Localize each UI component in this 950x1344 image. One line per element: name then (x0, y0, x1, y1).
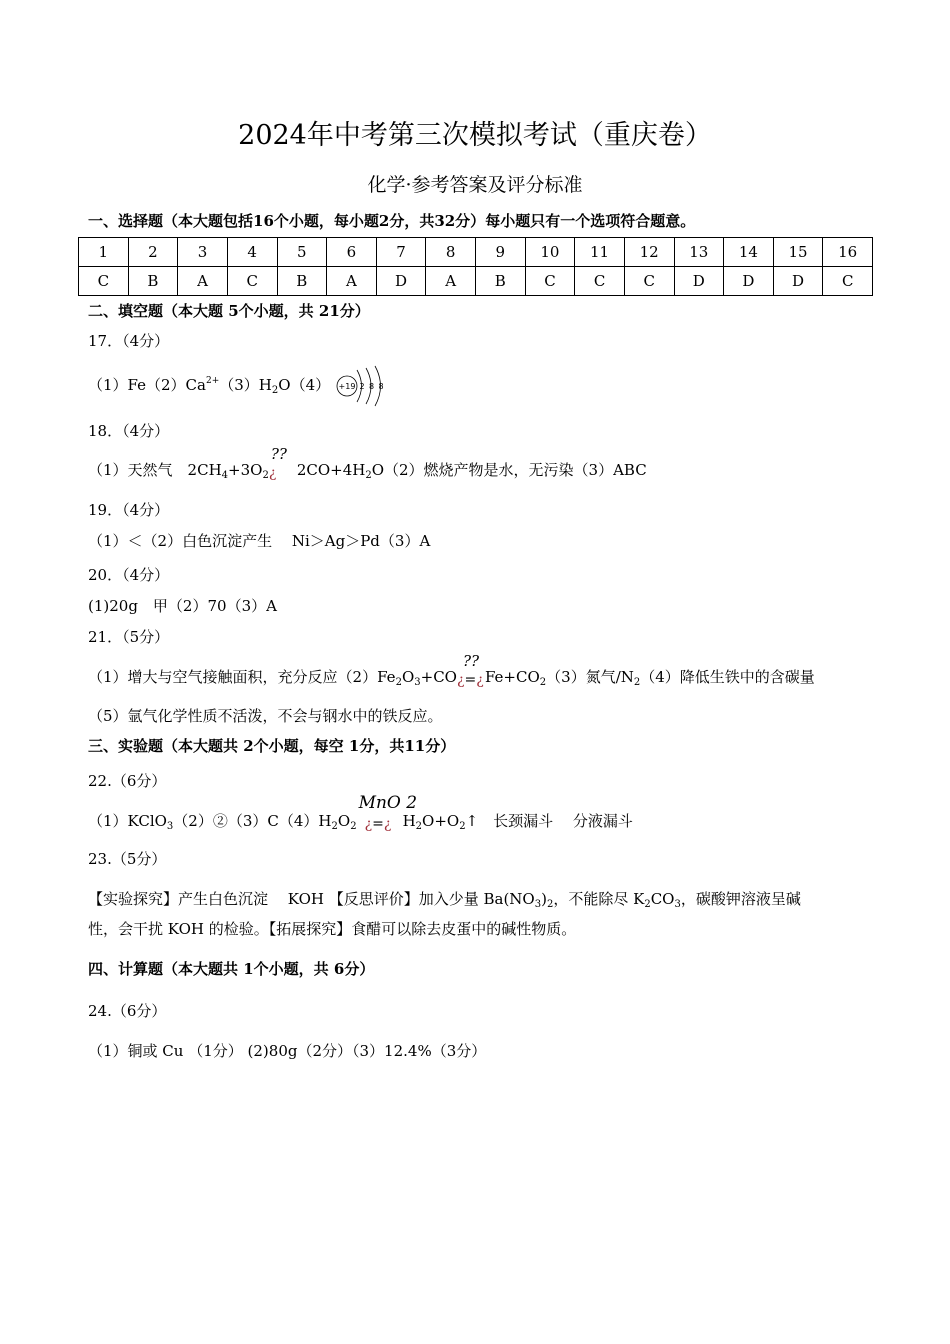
q21-sub-5: 2 (633, 677, 641, 688)
answer-cell: A (327, 267, 377, 296)
question-number-cell: 11 (575, 238, 625, 267)
q22-sub-4: 2 (415, 821, 423, 832)
q22-condition-top: MnO 2 (358, 793, 418, 813)
q24-heading: 24.（6分） (88, 1002, 167, 1020)
answer-cell: A (426, 267, 476, 296)
answer-cell: C (79, 267, 129, 296)
q18-answer (88, 445, 647, 481)
answer-row (79, 267, 873, 296)
multiple-choice-answer-table (78, 237, 873, 296)
q17-ca-charge: 2+ (205, 376, 220, 386)
answer-cell: D (674, 267, 724, 296)
q21-condition-bottom-right: ¿ (476, 672, 484, 688)
q23-answer-line-1 (88, 888, 801, 910)
q17-text-3: O（4） (278, 376, 331, 394)
q18-sub-1: 4 (221, 470, 229, 481)
q23-text-1: 【实验探究】产生白色沉淀 KOH 【反思评价】加入少量 Ba(NO (88, 890, 535, 908)
question-number-cell: 4 (227, 238, 277, 267)
q22-text-5: O+O (422, 812, 460, 830)
q21-reaction-condition (456, 652, 485, 688)
atom-shell-count-1: 2 (359, 382, 365, 391)
question-number-cell: 16 (823, 238, 873, 267)
q23-text-5: ，碳酸钾溶液呈碱 (680, 890, 801, 908)
q21-text-4: Fe+CO (484, 668, 540, 686)
q22-condition-bottom-left: ¿ (364, 816, 373, 832)
q21-sub-2: 3 (414, 677, 421, 688)
answer-cell: D (724, 267, 774, 296)
q22-text-4: H (402, 812, 416, 830)
answer-cell: D (376, 267, 426, 296)
q19-answer: （1）＜（2）白色沉淀产生 Ni＞Ag＞Pd（3）A (88, 532, 431, 550)
q22-condition-equals: = (372, 816, 384, 832)
q17-sub-h: 2 (271, 385, 279, 396)
answer-cell: D (773, 267, 823, 296)
q22-sub-5: 2 (459, 821, 466, 832)
q23-text-3: ，不能除尽 K (553, 890, 645, 908)
q21-condition-bottom-left: ¿ (456, 672, 465, 688)
answer-cell: B (128, 267, 178, 296)
atom-shell-count-3: 8 (378, 382, 384, 391)
question-number-cell: 1 (79, 238, 129, 267)
q17-answer (88, 364, 395, 408)
q17-heading: 17．（4分） (88, 332, 170, 350)
q18-sub-3: 2 (365, 470, 372, 481)
atom-shell-count-2: 8 (368, 382, 374, 391)
question-number-cell: 3 (178, 238, 228, 267)
question-number-cell: 13 (674, 238, 724, 267)
question-number-cell: 2 (128, 238, 178, 267)
q21-heading: 21．（5分） (88, 628, 170, 646)
q22-sub-1: 3 (166, 821, 174, 832)
question-number-cell: 10 (525, 238, 575, 267)
answer-cell: C (823, 267, 873, 296)
q18-text-3: 2CO+4H (296, 461, 366, 479)
q22-sub-3: 2 (350, 821, 357, 832)
q19-heading: 19．（4分） (88, 501, 170, 519)
q21-text-6: （4）降低生铁中的含碳量 (640, 668, 815, 686)
q23-sub-4: 3 (674, 899, 681, 910)
q21-text-1: （1）增大与空气接触面积，充分反应（2）Fe (88, 668, 396, 686)
q20-answer: (1)20g 甲（2）70（3）A (88, 597, 277, 615)
section-4-heading: 四、计算题（本大题共 1个小题，共 6分） (88, 960, 375, 978)
q20-heading: 20．（4分） (88, 566, 170, 584)
q22-reaction-condition (357, 793, 418, 832)
q18-text-4: O（2）燃烧产物是水，无污染（3）ABC (371, 461, 647, 479)
page-subtitle: 化学·参考答案及评分标准 (367, 174, 583, 196)
q24-answer: （1）铜或 Cu （1分） (2)80g（2分）（3）12.4%（3分） (88, 1042, 487, 1060)
q21-sub-1: 2 (395, 677, 402, 688)
page-title: 2024年中考第三次模拟考试（重庆卷） (238, 120, 712, 151)
q18-heading: 18．（4分） (88, 422, 170, 440)
q23-text-2: ) (541, 890, 547, 908)
q18-reaction-condition (268, 445, 297, 481)
question-number-cell: 9 (476, 238, 526, 267)
section-1-heading: 一、选择题（本大题包括16个小题，每小题2分，共32分）每小题只有一个选项符合题意。 (88, 212, 696, 230)
q18-text-2: +3O (228, 461, 263, 479)
q21-text-5: （3）氮气/N (546, 668, 634, 686)
q23-text-4: CO (650, 890, 675, 908)
q21-sub-4: 2 (539, 677, 547, 688)
q21-answer-line-1 (88, 652, 815, 688)
q18-sub-2: 2 (262, 470, 269, 481)
q18-condition-top: ?? (270, 445, 287, 463)
answer-cell: B (277, 267, 327, 296)
q21-text-2: O (401, 668, 415, 686)
section-3-heading: 三、实验题（本大题共 2个小题，每空 1分，共11分） (88, 737, 456, 755)
potassium-atom-structure-diagram (335, 364, 395, 408)
q21-condition-equals: = (464, 672, 477, 688)
q22-text-1: （1）KClO (88, 812, 167, 830)
answer-cell: B (476, 267, 526, 296)
q22-text-3: O (337, 812, 351, 830)
question-number-cell: 7 (376, 238, 426, 267)
q22-text-6: ↑ 长颈漏斗 分液漏斗 (465, 812, 633, 830)
q18-condition-bottom: ¿ (268, 465, 277, 481)
atom-nucleus-label: +19 (338, 382, 356, 391)
question-number-row (79, 238, 873, 267)
q22-text-2: （2）②（3）C（4）H (173, 812, 332, 830)
q22-condition-bottom-right: ¿ (383, 816, 392, 832)
question-number-cell: 15 (773, 238, 823, 267)
answer-cell: C (525, 267, 575, 296)
question-number-cell: 8 (426, 238, 476, 267)
question-number-cell: 5 (277, 238, 327, 267)
q23-heading: 23.（5分） (88, 850, 167, 868)
question-number-cell: 14 (724, 238, 774, 267)
answer-cell: C (624, 267, 674, 296)
question-number-cell: 6 (327, 238, 377, 267)
answer-cell: C (227, 267, 277, 296)
q21-answer-line-2: （5）氩气化学性质不活泼，不会与钢水中的铁反应。 (88, 707, 443, 725)
section-2-heading: 二、填空题（本大题 5个小题，共 21分） (88, 302, 370, 320)
q22-answer (88, 793, 633, 832)
answer-cell: A (178, 267, 228, 296)
q18-text-1: （1）天然气 2CH (88, 461, 222, 479)
q23-sub-1: 3 (534, 899, 542, 910)
q22-sub-2: 2 (331, 821, 338, 832)
q22-heading: 22.（6分） (88, 772, 167, 790)
q23-sub-2: 2 (546, 899, 554, 910)
q17-text-2: （3）H (219, 376, 272, 394)
question-number-cell: 12 (624, 238, 674, 267)
q17-text-1: （1）Fe（2）Ca (88, 376, 206, 394)
q21-text-3: +CO (420, 668, 457, 686)
answer-cell: C (575, 267, 625, 296)
q21-condition-top: ?? (462, 652, 480, 670)
q23-answer-line-2: 性，会干扰 KOH 的检验。【拓展探究】食醋可以除去皮蛋中的碱性物质。 (88, 920, 577, 938)
q23-sub-3: 2 (644, 899, 651, 910)
